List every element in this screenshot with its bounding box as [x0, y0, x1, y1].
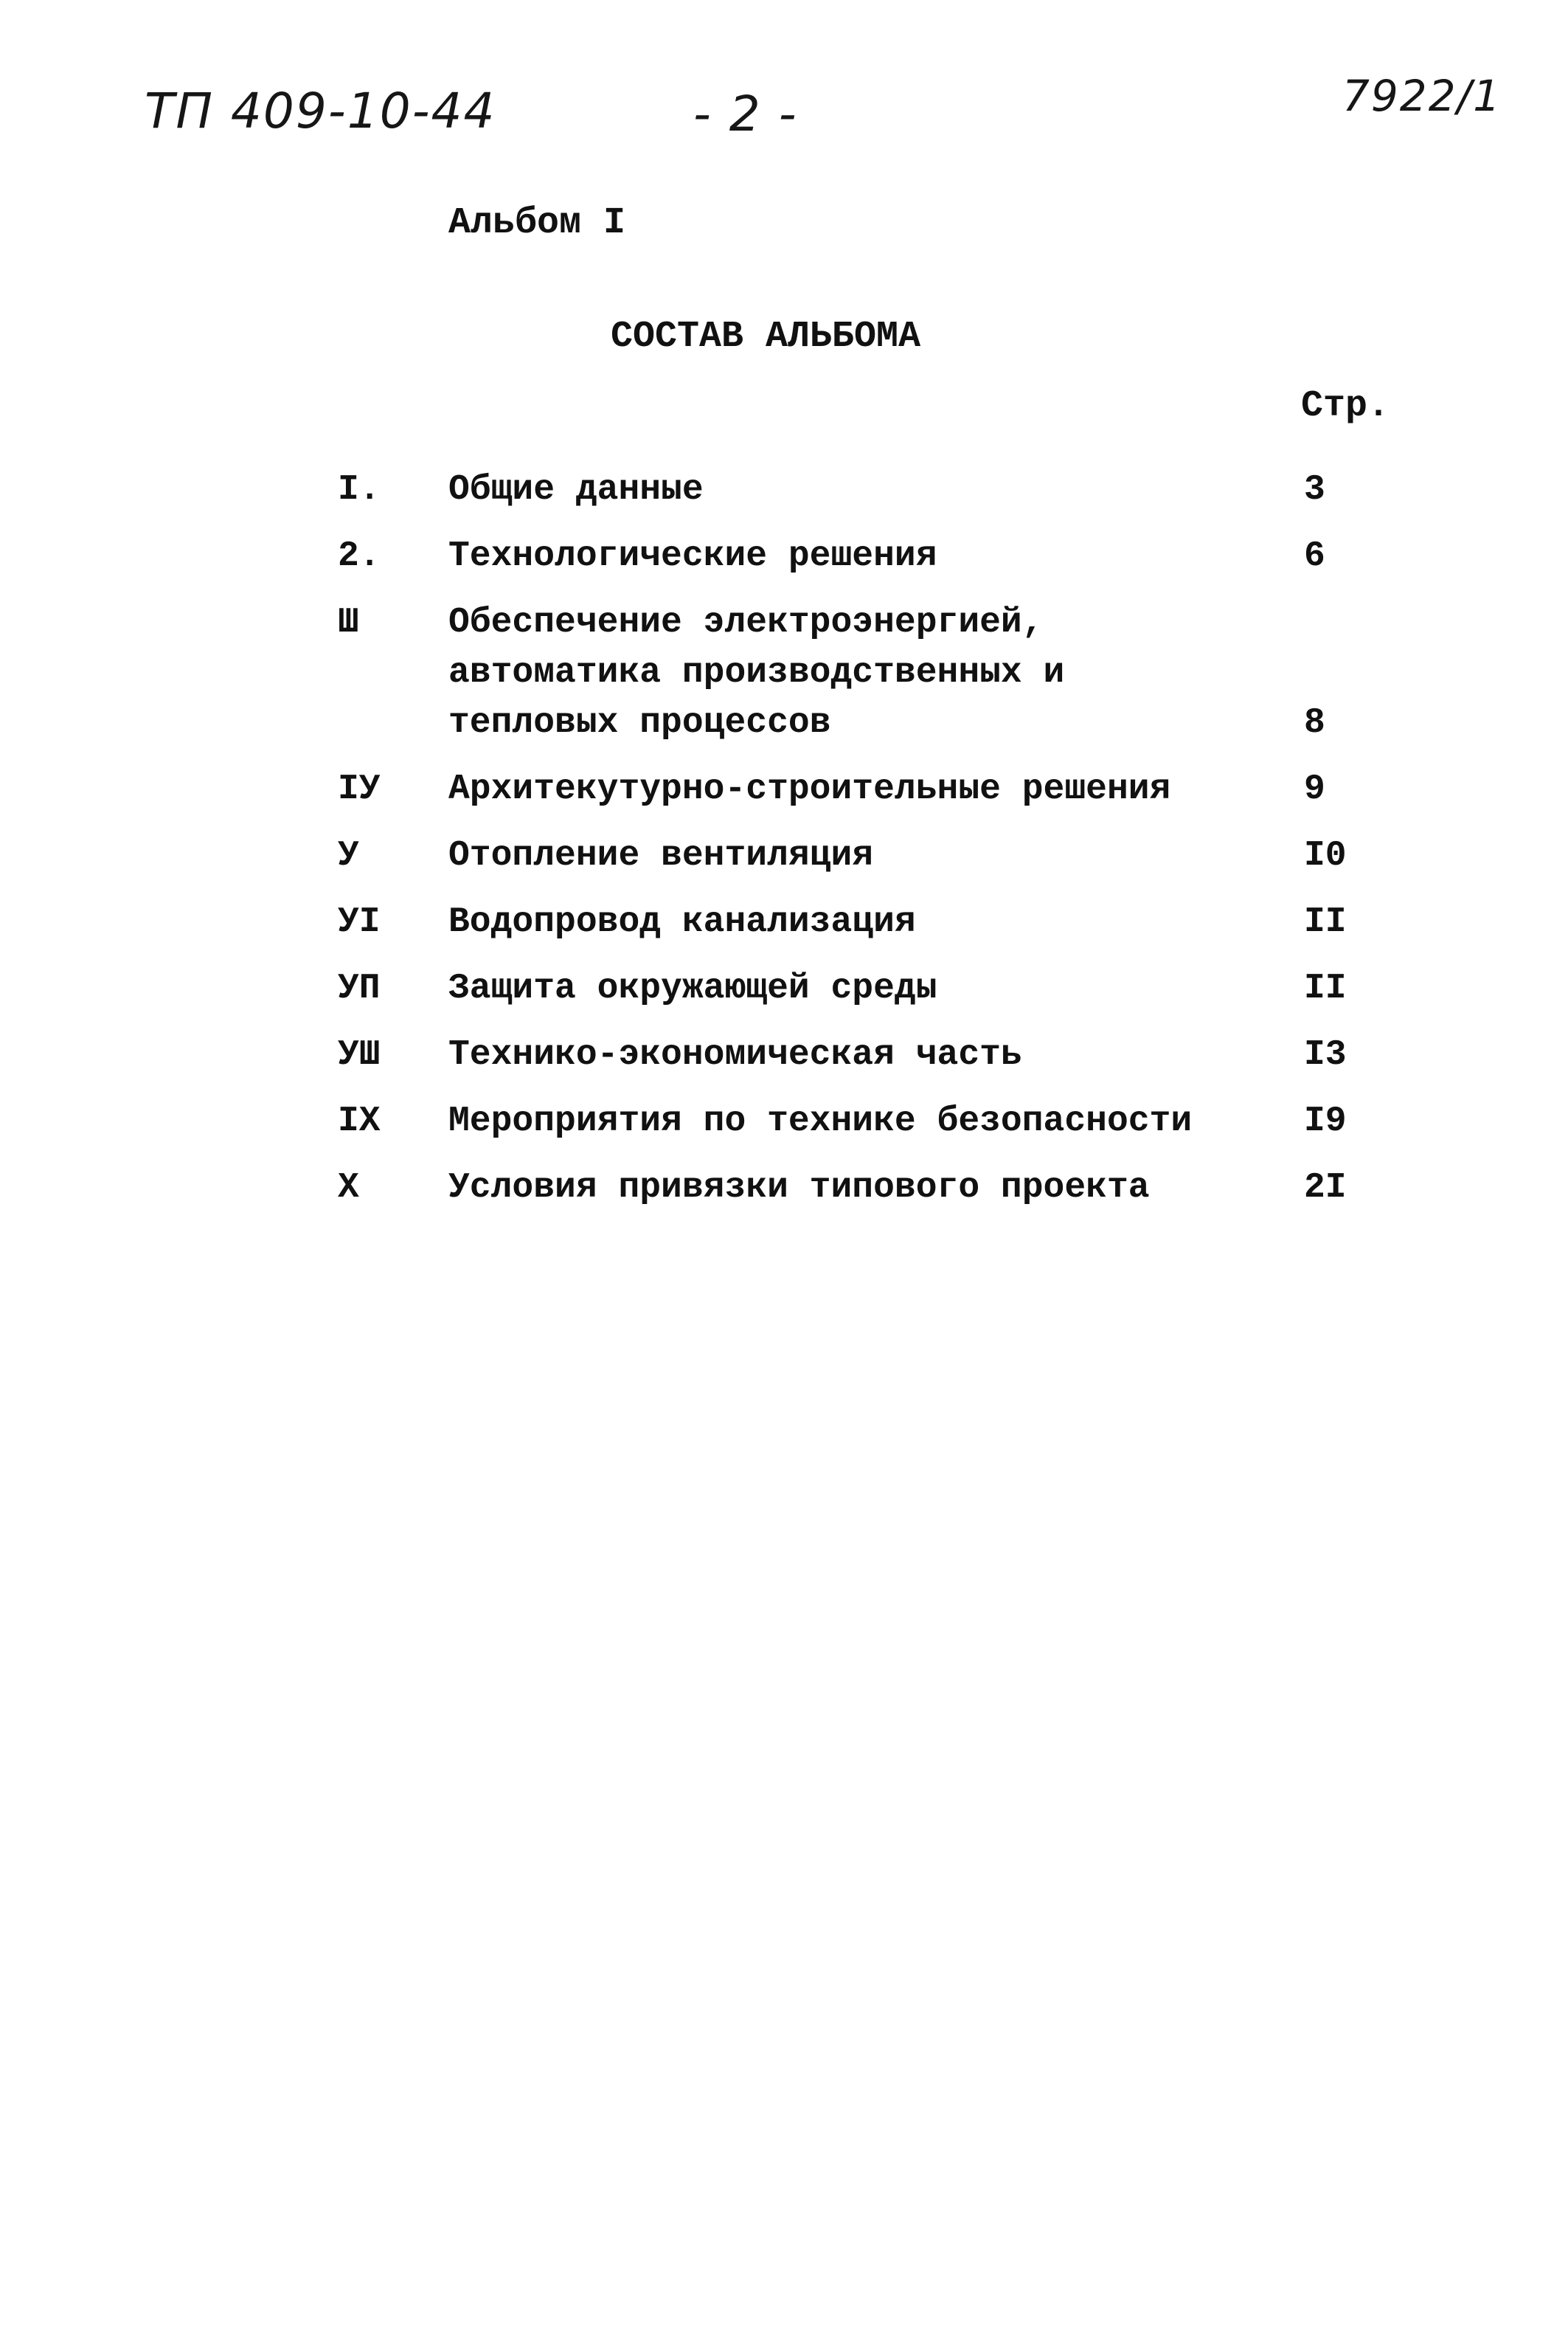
document-code: ТП 409-10-44: [145, 83, 496, 139]
toc-number: УП: [338, 969, 381, 1009]
toc-row: [0, 1096, 1568, 1146]
toc-number: У: [338, 836, 359, 876]
toc-title: Общие данные: [448, 470, 704, 510]
toc-row: [0, 1030, 1568, 1080]
toc-row: [0, 465, 1568, 515]
table-of-contents: [0, 465, 1568, 1229]
toc-number: 2.: [338, 536, 381, 576]
toc-number: IX: [338, 1101, 381, 1141]
toc-title: Условия привязки типового проекта: [448, 1168, 1150, 1208]
page-title: СОСТАВ АЛЬБОМА: [611, 316, 921, 358]
page-column-label: Стр.: [1301, 385, 1390, 427]
toc-number: IУ: [338, 769, 381, 809]
toc-row: [0, 964, 1568, 1014]
toc-number: I.: [338, 470, 381, 510]
toc-title: Отопление вентиляция: [448, 836, 874, 876]
toc-number: УШ: [338, 1035, 381, 1075]
toc-page: II: [1304, 902, 1347, 942]
inventory-number: 7922/1: [1342, 71, 1502, 121]
toc-page: 9: [1304, 769, 1325, 809]
toc-row: [0, 1163, 1568, 1213]
toc-page: I9: [1304, 1101, 1347, 1141]
toc-row: [0, 897, 1568, 947]
toc-number: Ш: [338, 603, 359, 643]
toc-page: 3: [1304, 470, 1325, 510]
toc-title: Технологические решения: [448, 536, 937, 576]
toc-number: X: [338, 1168, 359, 1208]
toc-title: Мероприятия по технике безопасности: [448, 1101, 1193, 1141]
toc-page: 2I: [1304, 1168, 1347, 1208]
toc-page: I0: [1304, 836, 1347, 876]
toc-title: Обеспечение электроэнергией, автоматика производственных и тепловых процессов: [448, 603, 1065, 743]
toc-number: УI: [338, 902, 381, 942]
toc-title: Технико-экономическая часть: [448, 1035, 1022, 1075]
toc-title: Архитекутурно-строительные решения: [448, 769, 1171, 809]
toc-page: 6: [1304, 536, 1325, 576]
album-label: Альбом I: [448, 202, 626, 244]
toc-page: II: [1304, 969, 1347, 1009]
toc-page: 8: [1304, 703, 1325, 743]
toc-row: [0, 598, 1568, 748]
toc-title: Водопровод канализация: [448, 902, 916, 942]
page-number: - 2 -: [693, 86, 798, 142]
toc-page: I3: [1304, 1035, 1347, 1075]
toc-row: [0, 764, 1568, 814]
toc-title: Защита окружающей среды: [448, 969, 937, 1009]
toc-row: [0, 831, 1568, 881]
toc-row: [0, 531, 1568, 581]
